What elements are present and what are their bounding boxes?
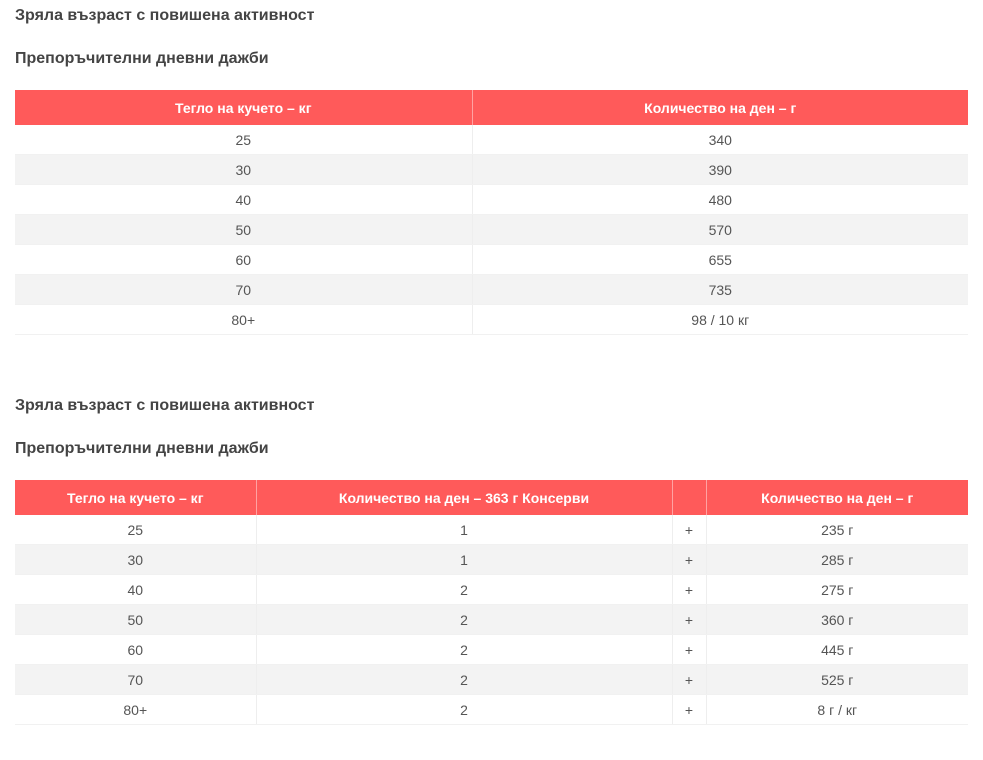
section-2-subheading: Препоръчителни дневни дажби [15, 440, 269, 457]
weight-cell: 70 [15, 275, 472, 305]
amount-cell: 285 г [706, 545, 968, 575]
table-header-row [15, 90, 968, 125]
table-row [15, 605, 968, 635]
cans-cell: 2 [256, 635, 672, 665]
plus-cell: + [672, 605, 706, 635]
plus-cell: + [672, 665, 706, 695]
amount-cell: 655 [472, 245, 968, 275]
column-header-daily-amount: Количество на ден – г [472, 90, 968, 125]
plus-cell: + [672, 635, 706, 665]
amount-cell: 525 г [706, 665, 968, 695]
feeding-table-1 [15, 90, 968, 335]
weight-cell: 40 [15, 185, 472, 215]
table-row [15, 275, 968, 305]
column-header-weight: Тегло на кучето – кг [15, 90, 472, 125]
plus-cell: + [672, 515, 706, 545]
weight-cell: 25 [15, 515, 256, 545]
table-row [15, 575, 968, 605]
amount-cell: 8 г / кг [706, 695, 968, 725]
feeding-table-2 [15, 480, 968, 725]
weight-cell: 30 [15, 545, 256, 575]
plus-cell: + [672, 545, 706, 575]
amount-cell: 275 г [706, 575, 968, 605]
amount-cell: 98 / 10 кг [472, 305, 968, 335]
cans-cell: 1 [256, 515, 672, 545]
amount-cell: 360 г [706, 605, 968, 635]
weight-cell: 60 [15, 245, 472, 275]
amount-cell: 390 [472, 155, 968, 185]
table-row [15, 545, 968, 575]
plus-cell: + [672, 695, 706, 725]
column-header-daily-amount: Количество на ден – г [706, 480, 968, 515]
weight-cell: 40 [15, 575, 256, 605]
weight-cell: 25 [15, 125, 472, 155]
weight-cell: 80+ [15, 305, 472, 335]
plus-cell: + [672, 575, 706, 605]
table-row [15, 695, 968, 725]
table-row [15, 665, 968, 695]
section-1-heading: Зряла възраст с повишена активност [15, 7, 315, 24]
cans-cell: 2 [256, 575, 672, 605]
amount-cell: 735 [472, 275, 968, 305]
section-2-heading: Зряла възраст с повишена активност [15, 397, 315, 414]
table-header-row [15, 480, 968, 515]
cans-cell: 2 [256, 695, 672, 725]
column-header-cans-amount: Количество на ден – 363 г Консерви [256, 480, 672, 515]
table-row [15, 215, 968, 245]
section-1-subheading: Препоръчителни дневни дажби [15, 50, 269, 67]
weight-cell: 30 [15, 155, 472, 185]
amount-cell: 570 [472, 215, 968, 245]
cans-cell: 2 [256, 605, 672, 635]
table-row [15, 185, 968, 215]
table-row [15, 155, 968, 185]
cans-cell: 1 [256, 545, 672, 575]
cans-cell: 2 [256, 665, 672, 695]
table-row [15, 515, 968, 545]
weight-cell: 80+ [15, 695, 256, 725]
table-row [15, 125, 968, 155]
amount-cell: 480 [472, 185, 968, 215]
table-row [15, 245, 968, 275]
weight-cell: 50 [15, 605, 256, 635]
amount-cell: 445 г [706, 635, 968, 665]
table-row [15, 305, 968, 335]
weight-cell: 50 [15, 215, 472, 245]
weight-cell: 70 [15, 665, 256, 695]
amount-cell: 235 г [706, 515, 968, 545]
column-header-weight: Тегло на кучето – кг [15, 480, 256, 515]
weight-cell: 60 [15, 635, 256, 665]
table-row [15, 635, 968, 665]
column-header-plus [672, 480, 706, 515]
amount-cell: 340 [472, 125, 968, 155]
